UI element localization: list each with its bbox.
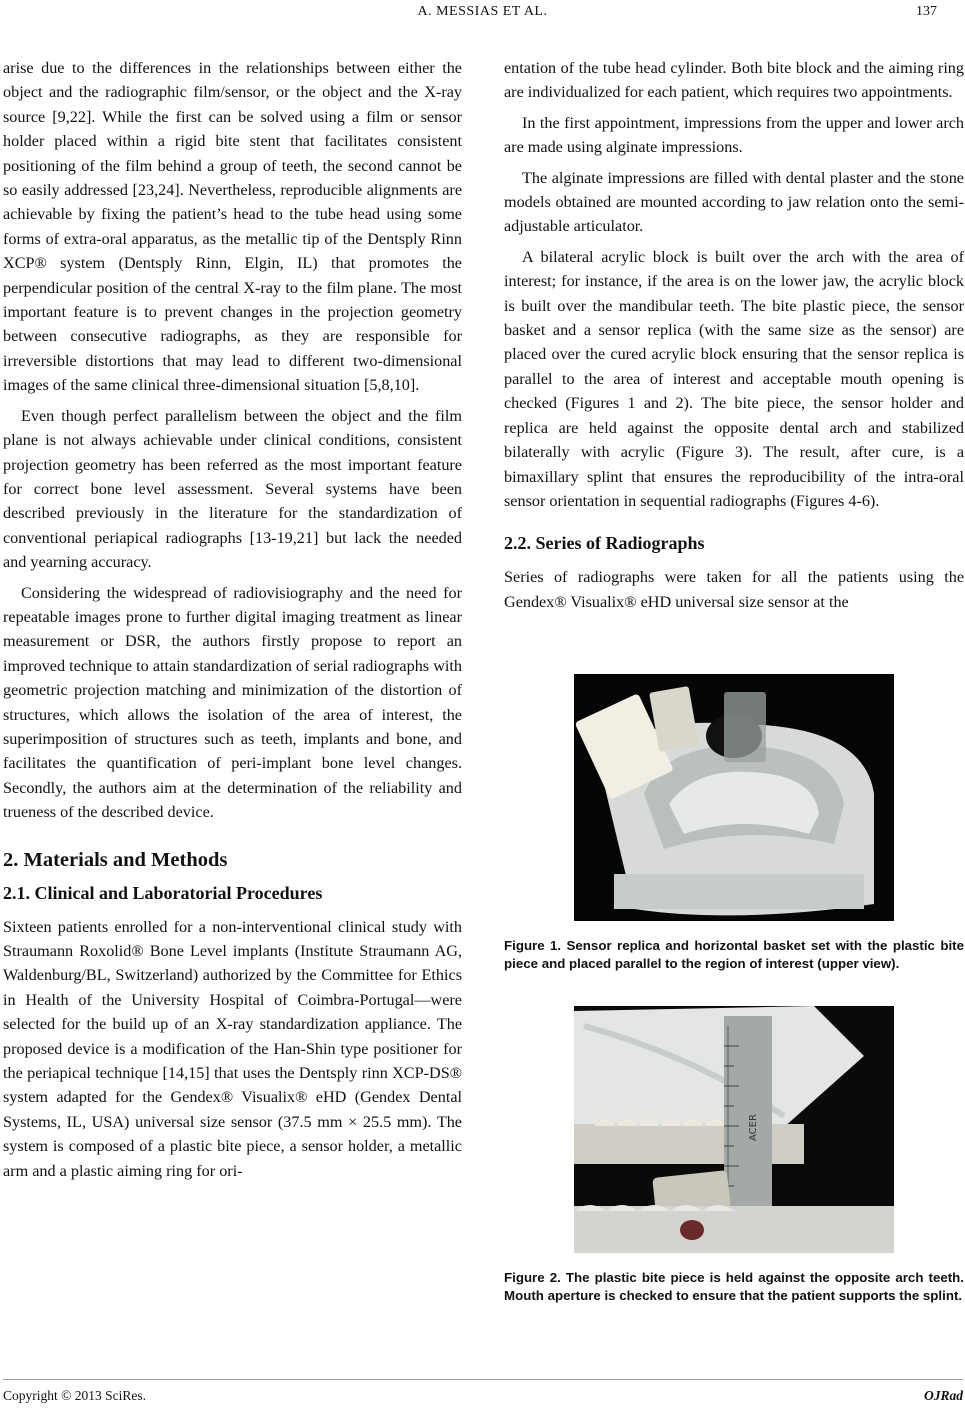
subsection-heading: 2.1. Clinical and Laboratorial Procedures bbox=[3, 882, 323, 903]
running-head: A. MESSIAS ET AL. bbox=[417, 4, 548, 19]
paragraph: arise due to the differences in the relationships between either the object and the radiographic film/sensor, or the object and the X-ray source [9,22]. While the first can be solved using a film or sensor holder placed within a rigid bite stent that facilitates consistent positioning of the film behind a group of teeth, the second cannot be so easily addressed [23,24]. Nevertheless, reproducible alignments are achievable by fixing the patient’s head to the tube head using some forms of extra-oral apparatus, as the metallic tip of the Dentsply Rinn XCP® system (Dentsply Rinn, Elgin, IL) that promotes the perpendicular position of the central X-ray to the film plane. The most important feature is to prevent changes in the projection geometry between consecutive radiographs, as they are responsible for irreversible distortions that may lead to different two-dimensional images of the same clinical three-dimensional situation [5,8,10]. bbox=[3, 59, 462, 395]
figure-1-photo bbox=[574, 674, 894, 921]
paragraph: Even though perfect parallelism between the object and the film plane is not always achievable under clinical conditions, consistent projection geometry has been referred as the most important feature for correct bone level assessment. Several systems have been described previously in the literature for the standardization of conventional periapical radiographs [13-19,21] but lack the needed and yearning accuracy. bbox=[3, 406, 462, 572]
paragraph: entation of the tube head cylinder. Both bite block and the aiming ring are individualized for each patient, which requires two appointments. bbox=[504, 59, 964, 102]
journal-name: OJRad bbox=[923, 1388, 963, 1403]
section-heading: 2. Materials and Methods bbox=[3, 848, 228, 871]
copyright-text: Copyright © 2013 SciRes. bbox=[3, 1388, 147, 1403]
footer-rule bbox=[3, 1379, 963, 1380]
paragraph: Series of radiographs were taken for all the patients using the Gendex® Visualix® eHD universal size sensor at the bbox=[504, 568, 964, 611]
paragraph: A bilateral acrylic block is built over the arch with the area of interest; for instance, if the area is on the lower jaw, the acrylic block is built over the mandibular teeth. The bite plastic piece, the sensor basket and a sensor replica (with the same size as the sensor) are placed over the cured acrylic block ensuring that the sensor replica is parallel to the area of interest and acceptable mouth opening is checked (Figures 1 and 2). The bite piece, the sensor holder and replica are held against the opposite dental arch and stabilized bilaterally with acrylic (Figure 3). The result, after cure, is a bimaxillary splint that ensures the reproducibility of the intra-oral sensor orientation in sequential radiographs (Figures 4-6). bbox=[504, 247, 964, 510]
ruler-label: ACER bbox=[748, 1114, 759, 1142]
figure-1-caption: Figure 1. Sensor replica and horizontal basket set with the plastic bite piece and placed parallel to the region of interest (upper view). bbox=[504, 938, 964, 971]
figure-2-photo bbox=[574, 1006, 894, 1253]
paragraph: Sixteen patients enrolled for a non-interventional clinical study with Straumann Roxolid® Bone Level implants (Institute Straumann AG, Waldenburg/BL, Switzerland) authorized by the Committee for Ethics in Health of the University Hospital of Coimbra-Portugal—were selected for the build up of an X-ray standardization appliance. The proposed device is a modification of the Han-Shin type positioner for the periapical technique [14,15] that uses the Dentsply rinn XCP-DS® system adapted for the Gendex® Visualix® eHD (Gendex Dental Systems, IL, USA) universal size sensor (37.5 mm × 25.5 mm). The system is composed of a plastic bite piece, a sensor holder, a metallic arm and a plastic aiming ring for ori- bbox=[3, 917, 462, 1180]
paragraph: In the first appointment, impressions from the upper and lower arch are made using alginate impressions. bbox=[504, 113, 964, 157]
page-header bbox=[0, 4, 965, 26]
subsection-heading: 2.2. Series of Radiographs bbox=[504, 533, 705, 554]
left-column bbox=[3, 56, 462, 1189]
paragraph: Considering the widespread of radiovisiography and the need for repeatable images prone to further digital imaging treatment as linear measurement or DSR, the authors firstly propose to report an improved technique to attain standardization of serial radiographs with geometric projection matching and minimization of the distortion of structures, which allows the isolation of the area of interest, the superimposition of structures such as teeth, implants and bone, and facilitates the quantification of peri-implant bone level changes. Secondly, the authors aim at the determination of the reliability and trueness of the described device. bbox=[3, 583, 462, 822]
right-column bbox=[504, 56, 964, 1304]
paragraph: The alginate impressions are filled with dental plaster and the stone models obtained are mounted according to jaw relation onto the semi-adjustable articulator. bbox=[504, 168, 964, 236]
page-number: 137 bbox=[916, 4, 937, 19]
figure-2-caption: Figure 2. The plastic bite piece is held against the opposite arch teeth. Mouth aperture is checked to ensure that the patient supports the splint. bbox=[504, 1270, 964, 1303]
